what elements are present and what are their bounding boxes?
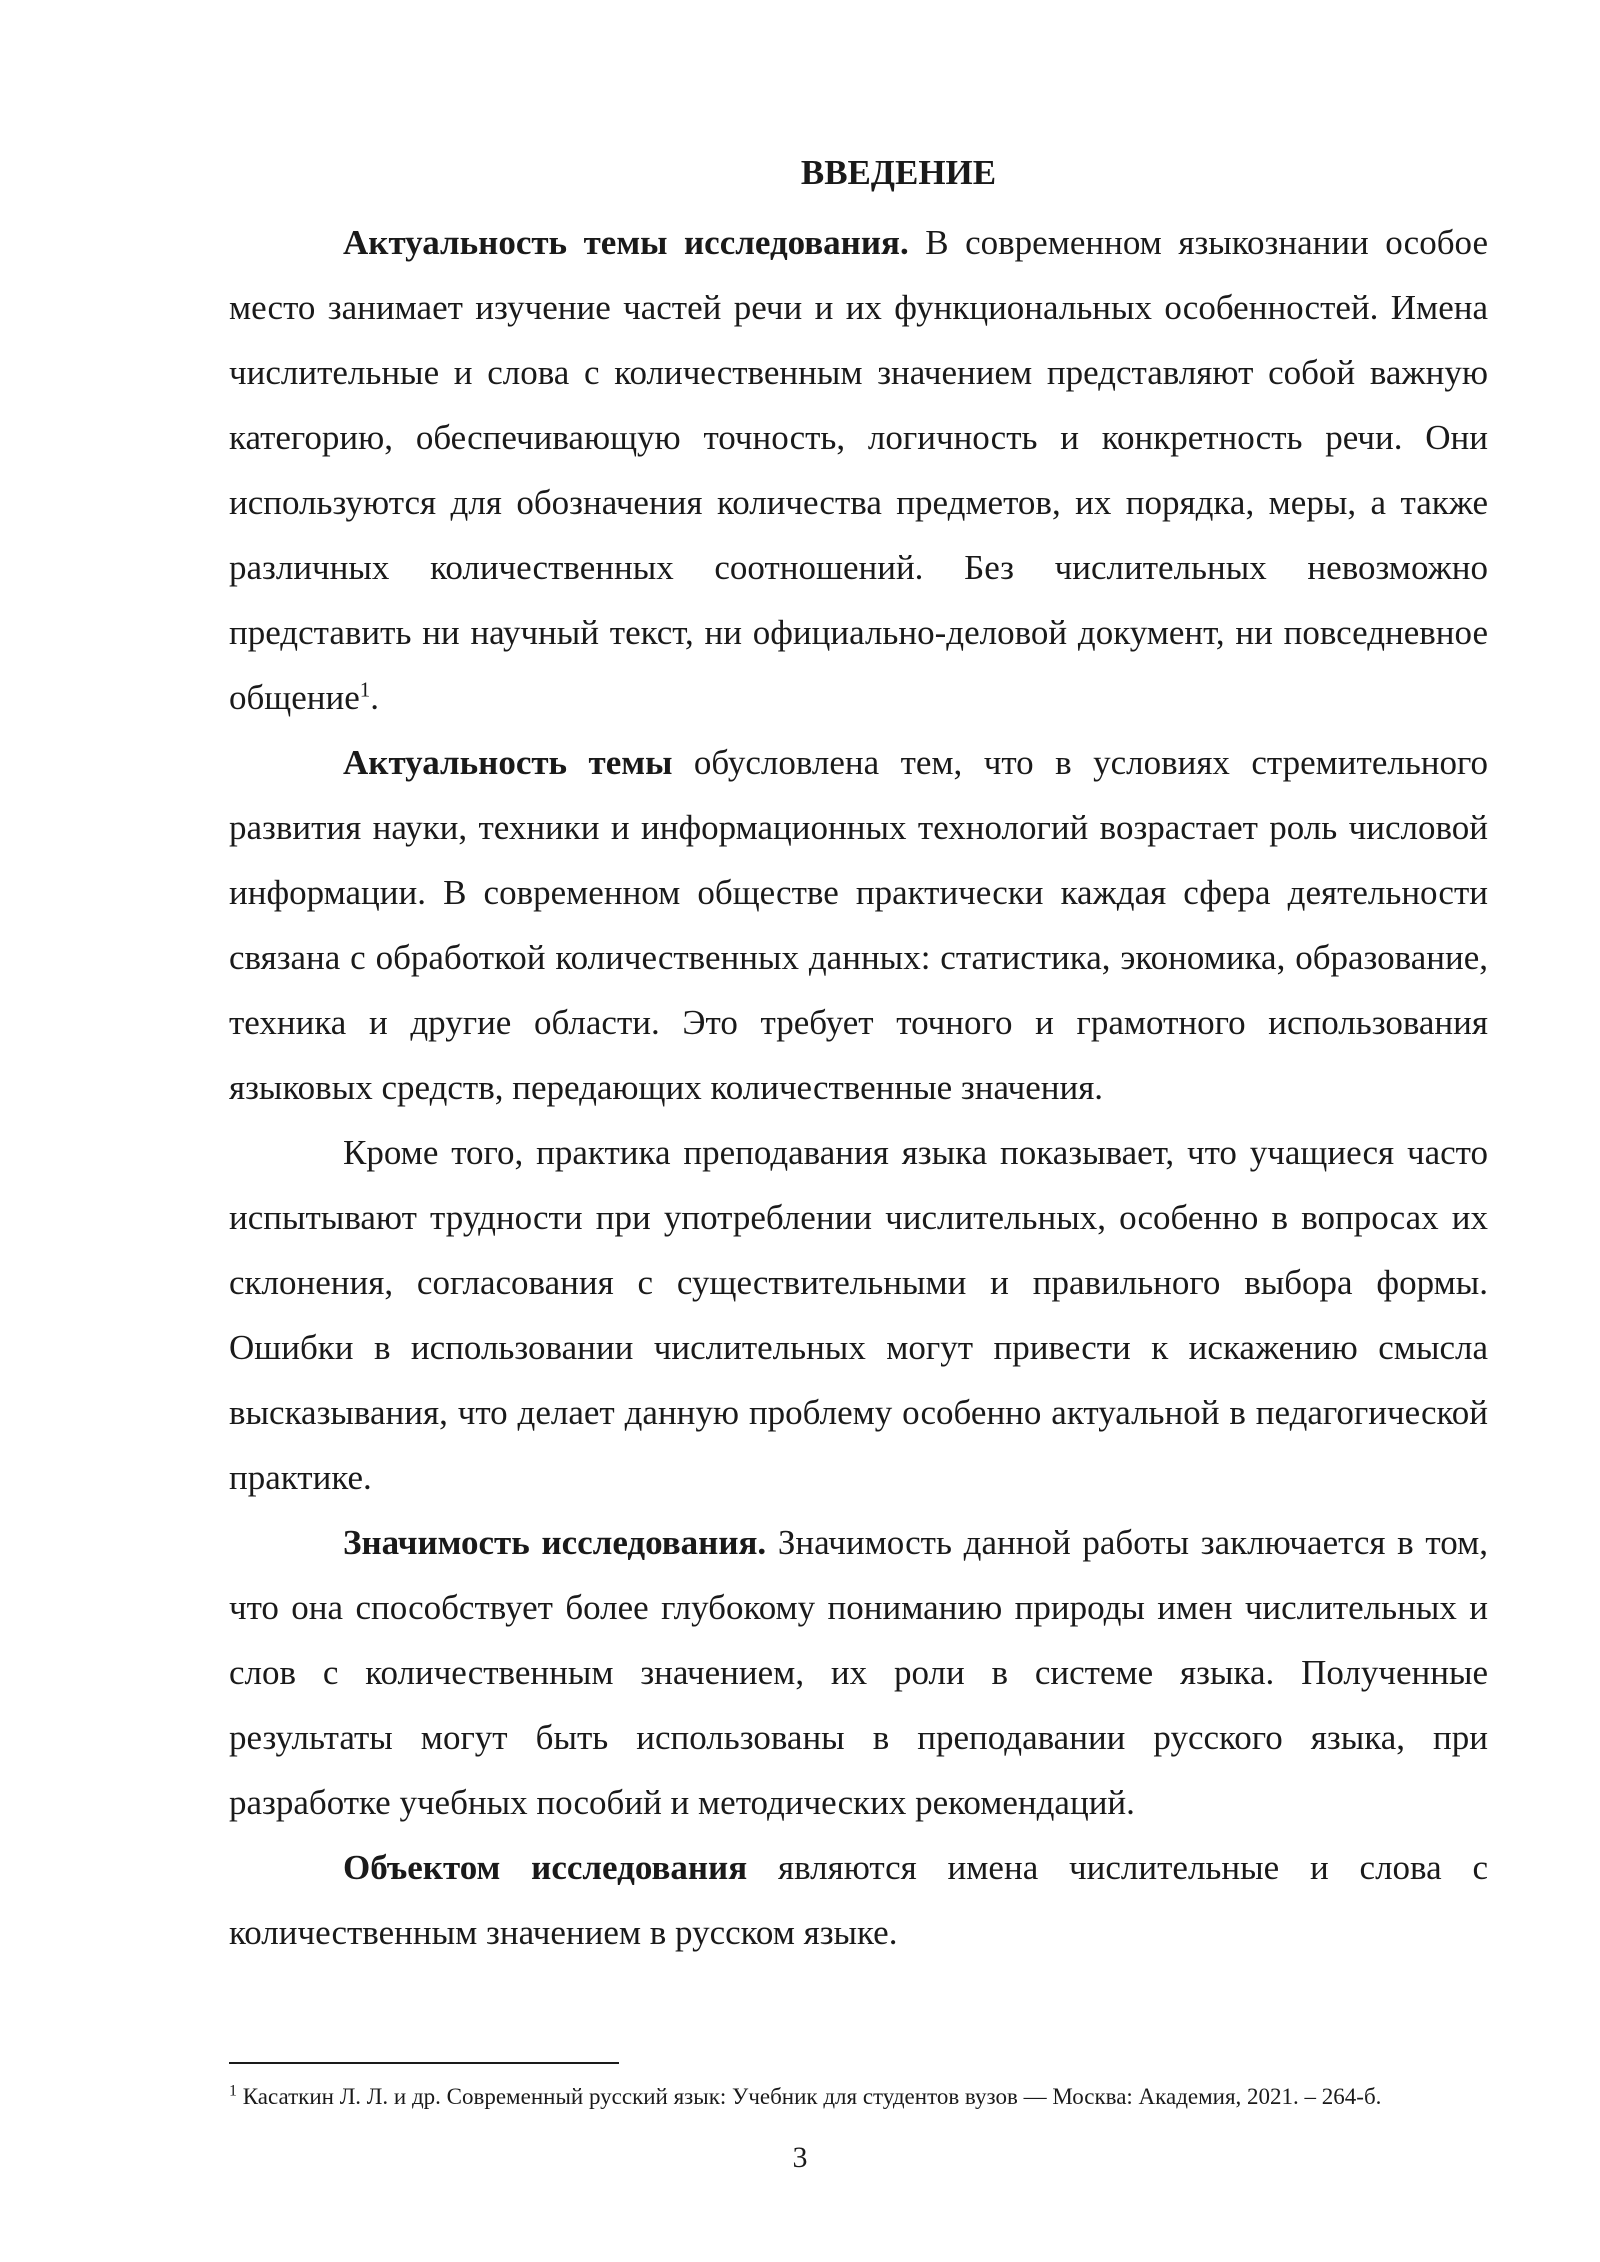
- paragraph-lead: Актуальность темы исследования.: [343, 223, 909, 262]
- paragraph-object: [229, 1835, 1488, 1965]
- page-number: 3: [792, 2141, 808, 2174]
- section-heading: ВВЕДЕНИЕ: [800, 153, 997, 192]
- paragraph-text: обусловлена тем, что в условиях стремительного развития науки, техники и информационных технологий возрастает роль числовой информации. В современном обществе практически каждая сфера деятельности связана с обработкой количественных данных: статистика, экономика, образование, техника и другие области. Это требует точного и грамотного использования языковых средств, передающих количественные значения.: [229, 743, 1488, 1107]
- footnote-text: Касаткин Л. Л. и др. Современный русский язык: Учебник для студентов вузов — Москва: Академия, 2021. – 264-б.: [237, 2084, 1382, 2109]
- paragraph-text: Кроме того, практика преподавания языка показывает, что учащиеся часто испытывают трудности при употреблении числительных, особенно в вопросах их склонения, согласования с существительными и правильного выбора формы. Ошибки в использовании числительных могут привести к искажению смысла высказывания, что делает данную проблему особенно актуальной в педагогической практике.: [229, 1133, 1488, 1497]
- footnote-separator: [229, 2062, 619, 2064]
- footnote: [229, 2082, 1488, 2112]
- paragraph-lead: Значимость исследования.: [343, 1523, 767, 1562]
- paragraph-text: Значимость данной работы заключается в том, что она способствует более глубокому пониманию природы имен числительных и слов с количественным значением, их роли в системе языка. Полученные результаты могут быть использованы в преподавании русского языка, при разработке учебных пособий и методических рекомендаций.: [229, 1523, 1488, 1822]
- paragraph-significance: [229, 1510, 1488, 1835]
- paragraph-text: являются имена числительные и слова с количественным значением в русском языке.: [229, 1848, 1488, 1952]
- paragraph-teaching-practice: [229, 1120, 1488, 1510]
- paragraph-relevance-reason: [229, 730, 1488, 1120]
- paragraph-text: В современном языкознании особое место занимает изучение частей речи и их функциональных особенностей. Имена числительные и слова с количественным значением представляют собой важную категорию, обеспечивающую точность, логичность и конкретность речи. Они используются для обозначения количества предметов, их порядка, меры, а также различных количественных соотношений. Без числительных невозможно представить ни научный текст, ни официально-деловой документ, ни повседневное общение: [229, 223, 1488, 717]
- paragraph-tail: .: [370, 678, 380, 717]
- paragraph-relevance-topic: [229, 210, 1488, 730]
- footnote-reference[interactable]: 1: [359, 677, 371, 702]
- paragraph-lead: Актуальность темы: [343, 743, 673, 782]
- footnote-mark: 1: [229, 2082, 237, 2100]
- paragraph-lead: Объектом исследования: [343, 1848, 748, 1887]
- document-page: [229, 148, 1488, 1965]
